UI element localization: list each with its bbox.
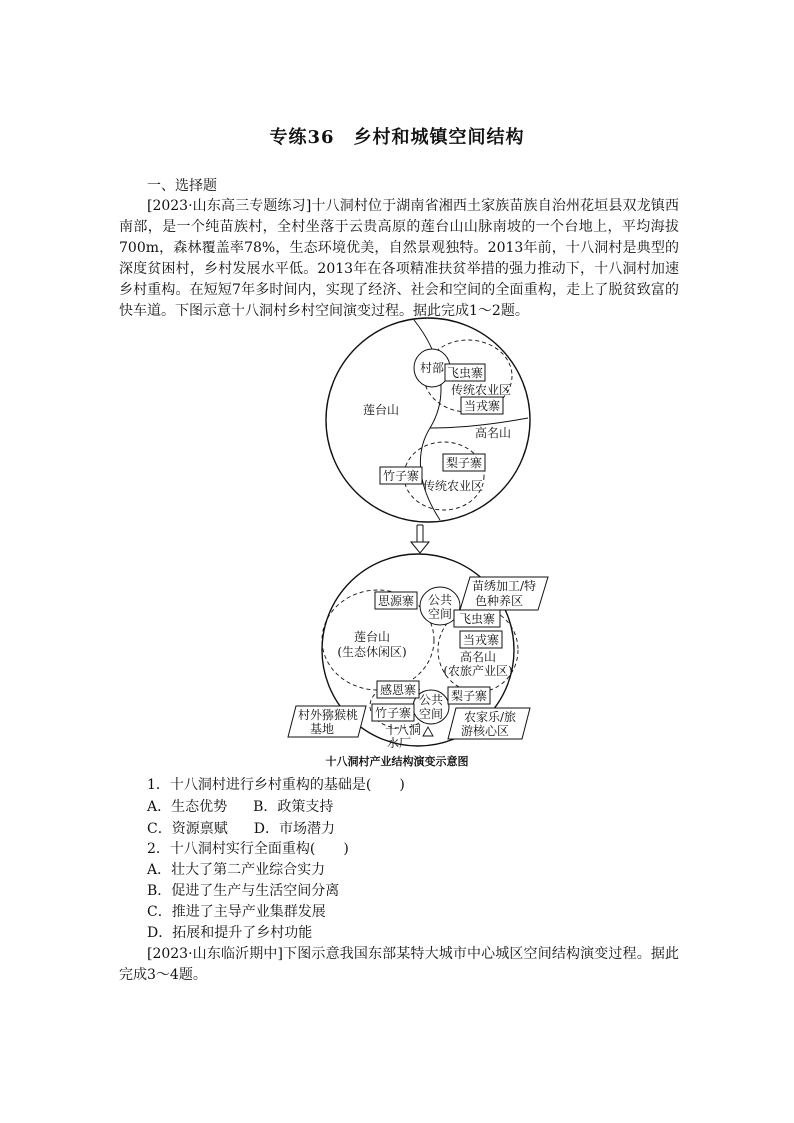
intro-paragraph: [2023·山东高三专题练习]十八洞村位于湖南省湘西土家族苗族自治州花垣县双龙镇西南部，是一个纯苗族村，全村坐落于云贵高原的莲台山山脉南坡的一个台地上，平均海拔700m，森林覆盖率78%，生态环境优美，自然景观独特。2013年前，十八洞村是典型的深度贫困村，乡村发展水平低。2013年在各项精准扶贫举措的强力推动下，十八洞村加速乡村重构。在短短7年多时间内，实现了经济、社会和空间的全面重构，走上了脱贫致富的快车道。下图示意十八洞村乡村空间演变过程。据此完成1～2题。	[119, 198, 679, 319]
bottom-miaoxiu-b: 色种养区	[474, 594, 524, 608]
bottom-gaoming-a: 高名山	[459, 650, 497, 664]
question-1-option-b[interactable]: B．政策支持	[253, 799, 334, 815]
bottom-mihoutao-a: 村外猕猴桃	[297, 708, 359, 722]
top-lianzhai-label: 莲台山	[362, 403, 400, 417]
bottom-gonggong2-b: 空间	[418, 707, 444, 721]
bottom-zhuzi-label: 竹子寨	[374, 706, 412, 720]
question-1-option-c[interactable]: C．资源禀赋	[147, 821, 228, 837]
bottom-lianzhai-a: 莲台山	[353, 630, 391, 644]
bottom-gonggong1-b: 空间	[427, 607, 453, 621]
next-question-intro: [2023·山东临沂期中]下图示意我国东部某特大城市中心城区空间结构演变过程。据此完成3～4题。	[119, 946, 679, 983]
page-title: 专练36 乡村和城镇空间结构	[269, 127, 525, 148]
top-gaoming-label: 高名山	[474, 426, 512, 440]
bottom-shuichang-a: 十八洞	[384, 723, 422, 737]
bottom-diagram	[288, 554, 548, 750]
bottom-lizi-label: 梨子寨	[450, 689, 488, 703]
top-dangrong-label: 当戎寨	[463, 399, 501, 413]
question-2-option-d[interactable]: D．拓展和提升了乡村功能	[147, 925, 313, 941]
top-feichong-label: 飞虫寨	[446, 366, 484, 380]
triangle-icon	[423, 727, 433, 736]
bottom-mihoutao-b: 基地	[309, 722, 335, 736]
question-2-stem: 2．十八洞村实行全面重构( )	[147, 841, 349, 857]
bottom-siyuan-label: 思源寨	[377, 594, 415, 608]
figure-caption: 十八洞村产业结构演变示意图	[325, 755, 469, 768]
question-1-options-row-1	[147, 797, 333, 818]
question-2-option-b[interactable]: B．促进了生产与生活空间分离	[147, 883, 340, 899]
bottom-miaoxiu-a: 苗绣加工/特	[471, 579, 537, 593]
top-zhuzi-label: 竹子寨	[382, 469, 420, 483]
bottom-gaoming-b: (农旅产业区)	[443, 664, 513, 678]
bottom-gan-en-label: 感恩寨	[379, 683, 417, 697]
question-1-option-d[interactable]: D．市场潜力	[253, 821, 335, 837]
bottom-nongjia-a: 农家乐/旅	[463, 710, 517, 724]
top-cunbu-label: 村部	[419, 361, 445, 375]
question-1-options-row-2	[147, 819, 335, 840]
section-heading: 一、选择题	[147, 178, 217, 194]
question-1-option-a[interactable]: A．生态优势	[147, 799, 228, 815]
bottom-nongjia-b: 游核心区	[460, 724, 510, 738]
bottom-feichong-label: 飞虫寨	[458, 612, 496, 626]
question-2-option-a[interactable]: A．壮大了第二产业综合实力	[147, 862, 326, 878]
bottom-shuichang-b: 水厂	[386, 736, 412, 750]
question-2-option-c[interactable]: C．推进了主导产业集群发展	[147, 904, 326, 920]
top-chuantong2-label: 传统农业区	[422, 479, 484, 493]
transition-arrow	[411, 525, 429, 553]
bottom-gonggong1-a: 公共	[427, 593, 453, 607]
bottom-dangrong-label: 当戎寨	[462, 633, 500, 647]
top-chuantong1-label: 传统农业区	[450, 383, 512, 397]
bottom-lianzhai-b: (生态休闲区)	[337, 645, 407, 659]
top-lizi-label: 梨子寨	[445, 456, 483, 470]
question-1-stem: 1．十八洞村进行乡村重构的基础是( )	[147, 777, 405, 793]
top-diagram	[326, 318, 530, 522]
bottom-gonggong2-a: 公共	[418, 693, 444, 707]
